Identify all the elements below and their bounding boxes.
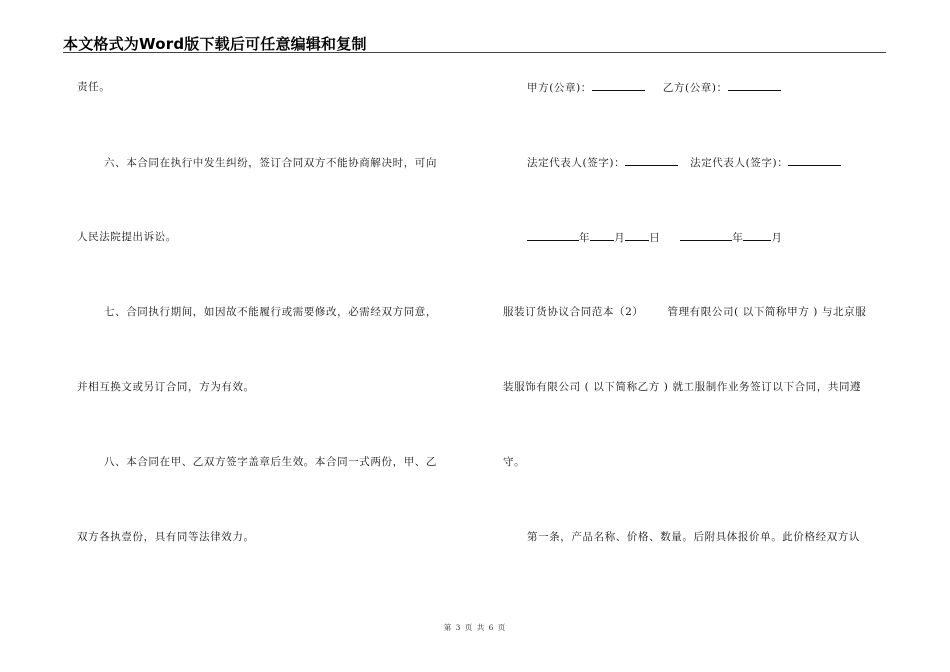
party-a-seal-label: 甲方(公章)：: [527, 82, 592, 94]
left-line-2: 六、本合同在执行中发生纠纷，签订合同双方不能协商解决时，可向: [104, 157, 437, 169]
party-b-seal-label: 乙方(公章)：: [662, 82, 728, 94]
left-line-7: 双方各执壹份，具有同等法律效力。: [77, 531, 255, 543]
date-line: [527, 230, 782, 245]
left-line-5: 并相互换文或另订合同，方为有效。: [77, 381, 255, 393]
right-para-line-2: 装服饰有限公司 ( 以下简称乙方 ) 就工服制作业务签订以下合同，共同遵: [503, 381, 862, 393]
rep-b-blank: [788, 155, 841, 166]
left-line-1: 责任。: [77, 81, 111, 93]
left-line-6: 八、本合同在甲、乙双方签字盖章后生效。本合同一式两份，甲、乙: [104, 456, 437, 468]
contract-title: 服装订货协议合同范本（2）: [503, 306, 644, 318]
left-line-4: 七、合同执行期间，如因故不能履行或需要修改，必需经双方同意，: [104, 306, 437, 318]
date-year-label: 年: [579, 232, 591, 244]
right-para-line-3: 守。: [503, 456, 526, 468]
party-a-seal-blank: [592, 80, 645, 91]
right-para-line-4: 第一条，产品名称、价格、数量。后附具体报价单。此价格经双方认: [527, 531, 860, 543]
date2-year-label: 年: [732, 232, 744, 244]
document-header-title: 本文格式为Word版下载后可任意编辑和复制: [63, 35, 367, 53]
left-line-3: 人民法院提出诉讼。: [77, 231, 177, 243]
right-para-line-1: [503, 305, 866, 319]
date-month-blank: [590, 230, 614, 241]
rep-b-label: 法定代表人(签字)：: [690, 157, 789, 169]
date-month-label: 月: [614, 232, 626, 244]
date2-month-blank: [743, 230, 771, 241]
rep-line: [527, 155, 841, 170]
date-day-blank: [625, 230, 649, 241]
date2-month-label: 月: [771, 232, 783, 244]
date2-year-blank: [680, 230, 732, 241]
rep-a-label: 法定代表人(签字)：: [527, 157, 626, 169]
rep-a-blank: [625, 155, 678, 166]
date-year-blank: [527, 230, 579, 241]
header-divider: [63, 52, 886, 53]
page-footer: 第 3 页 共 6 页: [443, 623, 507, 632]
contract-intro: 管理有限公司( 以下简称甲方 ) 与北京服: [667, 306, 867, 318]
date-day-label: 日: [649, 232, 661, 244]
party-b-seal-blank: [728, 80, 781, 91]
seal-line: [527, 80, 781, 95]
